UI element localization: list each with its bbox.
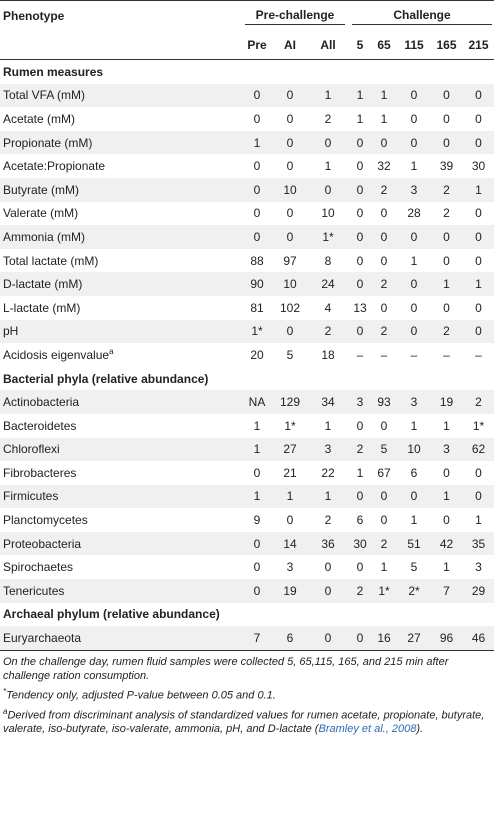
value-cell: 0 bbox=[286, 513, 294, 528]
row-label: Acidosis eigenvalue$^a$ bbox=[3, 347, 114, 363]
value-cell: 0 bbox=[370, 485, 398, 509]
value-cell: 22 bbox=[321, 465, 335, 480]
col-header: 115 bbox=[398, 31, 430, 60]
row-label: Euryarchaeota bbox=[0, 626, 240, 650]
value-cell: 2 bbox=[430, 320, 463, 344]
value-cell: 1* bbox=[370, 579, 398, 603]
value-cell: 0 bbox=[380, 418, 388, 433]
value-cell: 2 bbox=[324, 111, 332, 126]
reference-link[interactable]: Bramley et al., 2008 bbox=[318, 723, 417, 736]
value-cell: 0 bbox=[443, 513, 450, 528]
value-cell: 1 bbox=[356, 111, 364, 126]
value-cell: 0 bbox=[356, 159, 364, 174]
value-cell: 0 bbox=[410, 300, 418, 315]
value-cell: 2 bbox=[306, 320, 350, 344]
table-row bbox=[0, 249, 494, 273]
value-cell: 0 bbox=[443, 253, 450, 268]
value-cell: 24 bbox=[306, 272, 350, 296]
value-cell: 2 bbox=[350, 438, 370, 462]
value-cell: 0 bbox=[463, 225, 494, 249]
value-cell: 34 bbox=[306, 390, 350, 414]
value-cell: 0 bbox=[286, 111, 294, 126]
table-row bbox=[0, 202, 494, 226]
value-cell: 2 bbox=[350, 579, 370, 603]
row-label: Firmicutes bbox=[0, 485, 240, 509]
value-cell: 3 bbox=[286, 560, 294, 575]
value-cell: 1 bbox=[274, 485, 306, 509]
value-cell: 18 bbox=[321, 347, 335, 362]
value-cell: 0 bbox=[306, 579, 350, 603]
value-cell: 0 bbox=[398, 272, 430, 296]
table-row bbox=[0, 461, 494, 485]
value-cell: 0 bbox=[253, 560, 261, 575]
value-cell: 3 bbox=[306, 438, 350, 462]
value-cell: 67 bbox=[377, 465, 391, 480]
value-cell: 13 bbox=[353, 300, 367, 315]
value-cell: 81 bbox=[250, 300, 264, 315]
value-cell: 0 bbox=[475, 300, 482, 315]
value-cell: 0 bbox=[475, 206, 482, 221]
value-cell: 36 bbox=[306, 532, 350, 556]
value-cell: 1 bbox=[240, 485, 274, 509]
value-cell: 2 bbox=[370, 178, 398, 202]
value-cell: 5 bbox=[370, 438, 398, 462]
value-cell: 1 bbox=[324, 159, 332, 174]
value-cell: 1 bbox=[356, 465, 364, 480]
value-cell: 0 bbox=[370, 225, 398, 249]
col-header: 5 bbox=[350, 31, 370, 60]
value-cell: 0 bbox=[274, 225, 306, 249]
value-cell: 1 bbox=[410, 159, 418, 174]
value-cell: 1 bbox=[240, 438, 274, 462]
value-cell: 3 bbox=[430, 438, 463, 462]
value-cell: 0 bbox=[430, 84, 463, 108]
value-cell: 0 bbox=[430, 131, 463, 155]
value-cell: 0 bbox=[350, 131, 370, 155]
value-cell: 1 bbox=[306, 485, 350, 509]
value-cell: 0 bbox=[370, 131, 398, 155]
value-cell: 0 bbox=[286, 206, 294, 221]
value-cell: 0 bbox=[398, 131, 430, 155]
value-cell: 0 bbox=[430, 225, 463, 249]
value-cell: 0 bbox=[274, 320, 306, 344]
value-cell: 19 bbox=[430, 390, 463, 414]
value-cell: 1 bbox=[380, 560, 388, 575]
value-cell: 90 bbox=[240, 272, 274, 296]
row-label: Fibrobacteres bbox=[3, 465, 77, 480]
value-cell: 0 bbox=[306, 626, 350, 650]
table-row bbox=[0, 343, 494, 367]
value-cell: 0 bbox=[443, 300, 450, 315]
value-cell: 0 bbox=[463, 84, 494, 108]
table-row bbox=[0, 390, 494, 414]
value-cell: 35 bbox=[463, 532, 494, 556]
row-label: Spirochaetes bbox=[3, 560, 74, 575]
value-cell: – bbox=[475, 347, 482, 362]
value-cell: 46 bbox=[463, 626, 494, 650]
value-cell: 3 bbox=[398, 390, 430, 414]
value-cell: 2 bbox=[370, 320, 398, 344]
value-cell: – bbox=[356, 347, 364, 362]
col-header: All bbox=[306, 31, 350, 60]
value-cell: 6 bbox=[410, 465, 418, 480]
value-cell: 0 bbox=[463, 320, 494, 344]
value-cell: 1 bbox=[240, 131, 274, 155]
table-row bbox=[0, 626, 494, 650]
value-cell: 0 bbox=[463, 131, 494, 155]
value-cell: 0 bbox=[398, 320, 430, 344]
table-row bbox=[0, 414, 494, 438]
value-cell: 102 bbox=[279, 300, 301, 315]
note-eigenvalue: $^a$Derived from discriminant analysis of standardized values for rumen acetate, propionate, butyrate, valerate, iso-butyrate, iso-valerate, ammonia, pH, and D-lactate (Bramley et al., 2008). bbox=[3, 706, 485, 736]
value-cell: 0 bbox=[240, 178, 274, 202]
value-cell: 4 bbox=[324, 300, 332, 315]
value-cell: 0 bbox=[350, 320, 370, 344]
section-title: Archaeal phylum (relative abundance) bbox=[3, 607, 220, 622]
table-row bbox=[0, 154, 494, 178]
section-header bbox=[0, 60, 494, 84]
value-cell: 0 bbox=[240, 84, 274, 108]
value-cell: 29 bbox=[463, 579, 494, 603]
value-cell: 0 bbox=[324, 560, 332, 575]
value-cell: 0 bbox=[306, 131, 350, 155]
value-cell: 1 bbox=[463, 272, 494, 296]
value-cell: 0 bbox=[380, 513, 388, 528]
table-row bbox=[0, 320, 494, 344]
value-cell: 2* bbox=[398, 579, 430, 603]
row-label: Bacteroidetes bbox=[3, 418, 77, 433]
phenotype-header: Phenotype bbox=[0, 1, 240, 32]
value-cell: 1 bbox=[253, 418, 261, 433]
value-cell: 129 bbox=[274, 390, 306, 414]
value-cell: 0 bbox=[475, 111, 482, 126]
value-cell: 0 bbox=[253, 111, 261, 126]
value-cell: 0 bbox=[350, 225, 370, 249]
value-cell: 1 bbox=[380, 111, 388, 126]
value-cell: – bbox=[443, 347, 450, 362]
section-header bbox=[0, 367, 494, 391]
value-cell: 2 bbox=[443, 206, 450, 221]
value-cell: 0 bbox=[240, 579, 274, 603]
section-title: Rumen measures bbox=[3, 64, 104, 79]
value-cell: NA bbox=[240, 390, 274, 414]
table-row bbox=[0, 131, 494, 155]
note-challenge-day: On the challenge day, rumen fluid samples were collected 5, 65,115, 165, and 215 min after challenge ration consumption. bbox=[3, 655, 449, 682]
value-cell: 51 bbox=[398, 532, 430, 556]
value-cell: 2 bbox=[370, 532, 398, 556]
value-cell: 0 bbox=[398, 485, 430, 509]
value-cell: 0 bbox=[350, 626, 370, 650]
row-label: Ammonia (mM) bbox=[0, 225, 240, 249]
value-cell: 39 bbox=[439, 159, 454, 174]
header-row-2 bbox=[0, 31, 494, 60]
value-cell: 10 bbox=[274, 272, 306, 296]
table-row bbox=[0, 296, 494, 320]
value-cell: 10 bbox=[321, 206, 335, 221]
value-cell: 1 bbox=[410, 253, 418, 268]
value-cell: 0 bbox=[398, 84, 430, 108]
value-cell: 14 bbox=[274, 532, 306, 556]
table-row bbox=[0, 107, 494, 131]
value-cell: 6 bbox=[274, 626, 306, 650]
value-cell: 0 bbox=[306, 178, 350, 202]
value-cell: 0 bbox=[398, 225, 430, 249]
value-cell: 0 bbox=[350, 272, 370, 296]
row-label: pH bbox=[0, 320, 240, 344]
value-cell: 0 bbox=[253, 206, 261, 221]
value-cell: 9 bbox=[253, 513, 261, 528]
value-cell: 19 bbox=[274, 579, 306, 603]
value-cell: 97 bbox=[283, 253, 297, 268]
value-cell: 0 bbox=[475, 465, 482, 480]
value-cell: 0 bbox=[350, 485, 370, 509]
value-cell: 0 bbox=[356, 560, 364, 575]
value-cell: 0 bbox=[274, 131, 306, 155]
value-cell: 1 bbox=[350, 84, 370, 108]
table-row bbox=[0, 84, 494, 108]
table-row bbox=[0, 272, 494, 296]
value-cell: 0 bbox=[463, 485, 494, 509]
value-cell: 0 bbox=[253, 159, 261, 174]
value-cell: 0 bbox=[380, 253, 388, 268]
value-cell: 8 bbox=[324, 253, 332, 268]
value-cell: 2 bbox=[463, 390, 494, 414]
section-header bbox=[0, 603, 494, 627]
row-label: Total lactate (mM) bbox=[3, 253, 99, 268]
table-row bbox=[0, 579, 494, 603]
value-cell: 28 bbox=[407, 206, 421, 221]
value-cell: 0 bbox=[274, 84, 306, 108]
value-cell: 16 bbox=[370, 626, 398, 650]
section-title: Bacterial phyla (relative abundance) bbox=[3, 371, 209, 386]
value-cell: – bbox=[380, 347, 388, 362]
value-cell: 2 bbox=[324, 513, 332, 528]
value-cell: 42 bbox=[430, 532, 463, 556]
value-cell: 3 bbox=[398, 178, 430, 202]
value-cell: 96 bbox=[430, 626, 463, 650]
table-row bbox=[0, 225, 494, 249]
value-cell: 0 bbox=[286, 159, 294, 174]
value-cell: 0 bbox=[443, 465, 450, 480]
value-cell: 0 bbox=[356, 253, 364, 268]
challenge-header: Challenge bbox=[350, 1, 494, 32]
value-cell: 0 bbox=[356, 418, 364, 433]
table-row bbox=[0, 508, 494, 532]
row-label: Total VFA (mM) bbox=[0, 84, 240, 108]
value-cell: 7 bbox=[240, 626, 274, 650]
value-cell: 1* bbox=[284, 418, 296, 433]
row-label: Butyrate (mM) bbox=[0, 178, 240, 202]
value-cell: 0 bbox=[475, 253, 482, 268]
pre-challenge-header: Pre-challenge bbox=[240, 1, 350, 32]
value-cell: 6 bbox=[356, 513, 364, 528]
value-cell: 10 bbox=[398, 438, 430, 462]
value-cell: 1* bbox=[472, 418, 485, 433]
value-cell: 1* bbox=[306, 225, 350, 249]
table-row bbox=[0, 485, 494, 509]
value-cell: 0 bbox=[240, 225, 274, 249]
col-header: 65 bbox=[370, 31, 398, 60]
value-cell: 7 bbox=[430, 579, 463, 603]
col-header: AI bbox=[274, 31, 306, 60]
value-cell: 1 bbox=[430, 485, 463, 509]
value-cell: 1 bbox=[370, 84, 398, 108]
value-cell: 32 bbox=[377, 159, 391, 174]
row-label: Tenericutes bbox=[0, 579, 240, 603]
row-label: Proteobacteria bbox=[0, 532, 240, 556]
value-cell: 3 bbox=[475, 560, 482, 575]
row-label: Valerate (mM) bbox=[3, 206, 79, 221]
value-cell: 62 bbox=[463, 438, 494, 462]
value-cell: 5 bbox=[286, 347, 294, 362]
row-label: Acetate (mM) bbox=[3, 111, 76, 126]
value-cell: 30 bbox=[471, 159, 486, 174]
col-header: Pre bbox=[240, 31, 274, 60]
table-row bbox=[0, 555, 494, 579]
value-cell: 0 bbox=[253, 465, 261, 480]
value-cell: 1 bbox=[463, 178, 494, 202]
value-cell: 0 bbox=[240, 532, 274, 556]
value-cell: 2 bbox=[430, 178, 463, 202]
value-cell: 1 bbox=[443, 418, 450, 433]
table-notes bbox=[0, 651, 494, 736]
value-cell: 0 bbox=[356, 206, 364, 221]
row-label: D-lactate (mM) bbox=[0, 272, 240, 296]
value-cell: 5 bbox=[410, 560, 418, 575]
row-label: Actinobacteria bbox=[0, 390, 240, 414]
row-label: Propionate (mM) bbox=[0, 131, 240, 155]
value-cell: 2 bbox=[370, 272, 398, 296]
value-cell: 1 bbox=[324, 418, 332, 433]
table-row bbox=[0, 178, 494, 202]
value-cell: 0 bbox=[380, 300, 388, 315]
row-label: Planctomycetes bbox=[3, 513, 88, 528]
value-cell: 30 bbox=[350, 532, 370, 556]
value-cell: 21 bbox=[283, 465, 297, 480]
value-cell: 88 bbox=[250, 253, 264, 268]
value-cell: 0 bbox=[410, 111, 418, 126]
value-cell: 0 bbox=[350, 178, 370, 202]
row-label: Chloroflexi bbox=[0, 438, 240, 462]
note-tendency: *Tendency only, adjusted P-value between 0.05 and 0.1. bbox=[3, 686, 276, 702]
value-cell: 1* bbox=[240, 320, 274, 344]
row-label: Acetate:Propionate bbox=[3, 159, 106, 174]
value-cell: 1 bbox=[443, 560, 450, 575]
value-cell: 10 bbox=[274, 178, 306, 202]
col-header: 215 bbox=[463, 31, 494, 60]
value-cell: 0 bbox=[443, 111, 450, 126]
value-cell: 3 bbox=[350, 390, 370, 414]
value-cell: 27 bbox=[398, 626, 430, 650]
value-cell: 27 bbox=[274, 438, 306, 462]
value-cell: 1 bbox=[306, 84, 350, 108]
col-header: 165 bbox=[430, 31, 463, 60]
value-cell: – bbox=[410, 347, 418, 362]
value-cell: 20 bbox=[250, 347, 264, 362]
value-cell: 1 bbox=[410, 418, 418, 433]
value-cell: 0 bbox=[380, 206, 388, 221]
table-row bbox=[0, 438, 494, 462]
value-cell: 1 bbox=[475, 513, 482, 528]
value-cell: 1 bbox=[430, 272, 463, 296]
header-row-1 bbox=[0, 1, 494, 32]
row-label: L-lactate (mM) bbox=[3, 300, 81, 315]
value-cell: 1 bbox=[410, 513, 418, 528]
table-row bbox=[0, 532, 494, 556]
value-cell: 93 bbox=[370, 390, 398, 414]
